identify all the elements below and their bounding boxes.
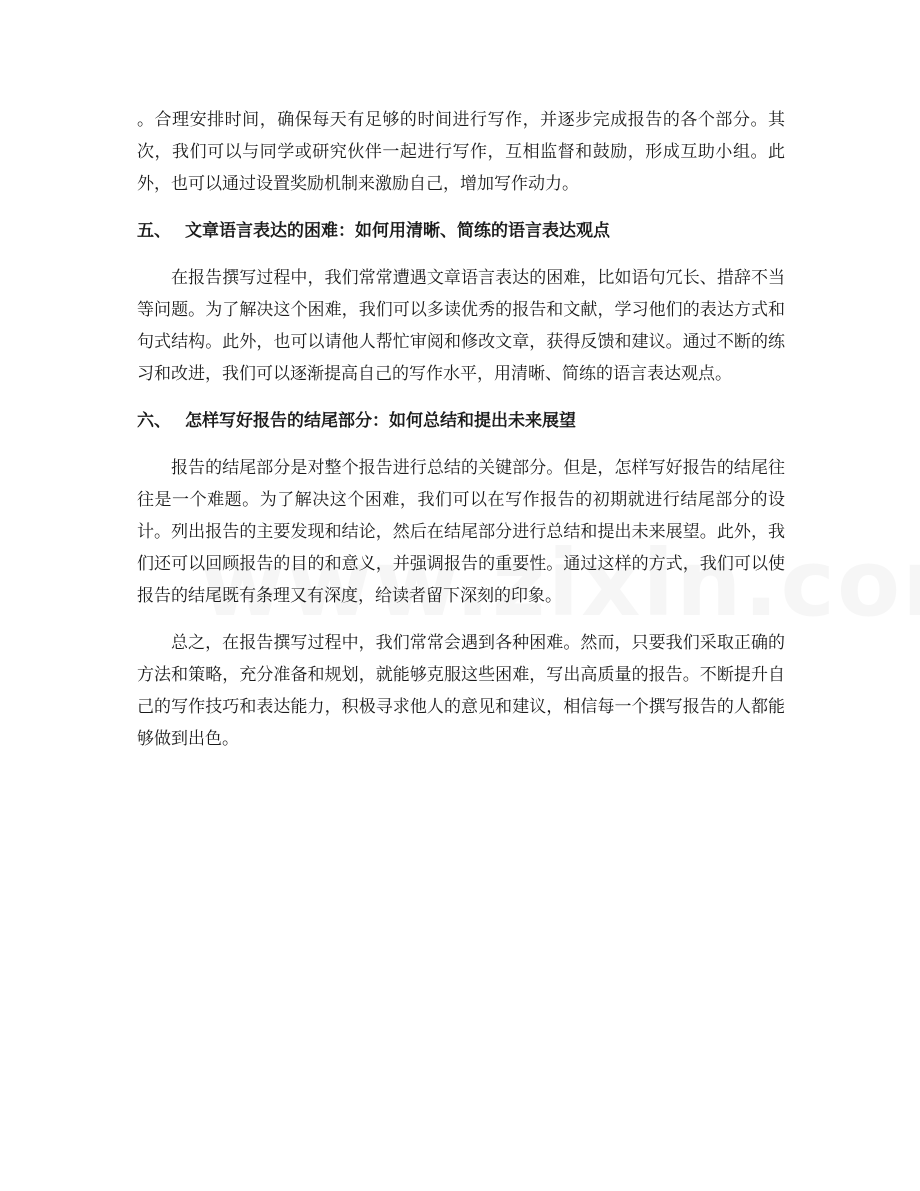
document-body bbox=[137, 104, 785, 755]
section-number: 五、 bbox=[137, 221, 171, 241]
section-number: 六、 bbox=[137, 411, 171, 431]
intro-paragraph: 。合理安排时间，确保每天有足够的时间进行写作，并逐步完成报告的各个部分。其次，我们可以与同学或研究伙伴一起进行写作，互相监督和鼓励，形成互助小组。此外，也可以通过设置奖励机制来激励自己，增加写作动力。 bbox=[137, 110, 785, 194]
section-heading-6 bbox=[137, 405, 785, 437]
section-paragraph-6: 报告的结尾部分是对整个报告进行总结的关键部分。但是，怎样写好报告的结尾往往是一个难题。为了解决这个困难，我们可以在写作报告的初期就进行结尾部分的设计。列出报告的主要发现和结论，然后在结尾部分进行总结和提出未来展望。此外，我们还可以回顾报告的目的和意义，并强调报告的重要性。通过这样的方式，我们可以使报告的结尾既有条理又有深度，给读者留下深刻的印象。 bbox=[137, 458, 785, 606]
section-paragraph-5: 在报告撰写过程中，我们常常遭遇文章语言表达的困难，比如语句冗长、措辞不当等问题。为了解决这个困难，我们可以多读优秀的报告和文献，学习他们的表达方式和句式结构。此外，也可以请他人帮忙审阅和修改文章，获得反馈和建议。通过不断的练习和改进，我们可以逐渐提高自己的写作水平，用清晰、简练的语言表达观点。 bbox=[137, 268, 785, 384]
conclusion-paragraph: 总之，在报告撰写过程中，我们常常会遇到各种困难。然而，只要我们采取正确的方法和策略，充分准备和规划，就能够克服这些困难，写出高质量的报告。不断提升自己的写作技巧和表达能力，积极寻求他人的意见和建议，相信每一个撰写报告的人都能够做到出色。 bbox=[137, 633, 785, 749]
section-heading-5 bbox=[137, 215, 785, 247]
section-title: 文章语言表达的困难：如何用清晰、简练的语言表达观点 bbox=[185, 221, 610, 241]
section-title: 怎样写好报告的结尾部分：如何总结和提出未来展望 bbox=[185, 411, 576, 431]
